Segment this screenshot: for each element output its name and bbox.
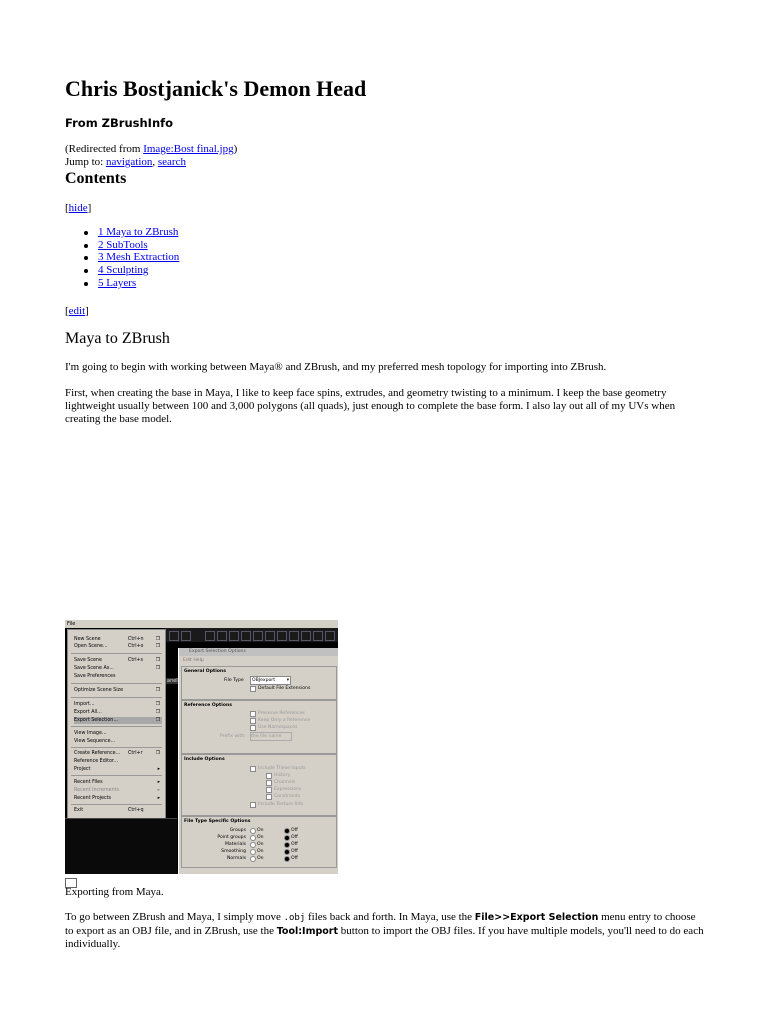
- redirect-notice: [65, 143, 237, 169]
- menu-separator: [71, 683, 162, 684]
- group-title: General Options: [184, 669, 226, 674]
- checkbox[interactable]: [266, 787, 272, 793]
- menu-item: Recent Increments ▸: [74, 788, 160, 793]
- paragraph: I'm going to begin with working between Maya® and ZBrush, and my preferred mesh topology for importing into ZBrush.: [65, 361, 607, 373]
- maya-file-dropdown: [67, 629, 166, 819]
- radio-on[interactable]: [250, 842, 256, 848]
- menu-item[interactable]: New Scene Ctrl+n ❐: [74, 637, 160, 642]
- tool-icon: [229, 631, 239, 641]
- toc-link-mesh-extraction[interactable]: 3 Mesh Extraction: [98, 251, 180, 264]
- tool-icon: [181, 631, 191, 641]
- checkbox-label: Keep Only a Reference: [258, 718, 311, 723]
- radio-off[interactable]: [284, 849, 290, 855]
- prefix-select[interactable]: the file name: [250, 732, 292, 741]
- tool-icon: [265, 631, 275, 641]
- tool-icon: [277, 631, 287, 641]
- redirect-suffix: ): [233, 143, 238, 155]
- menu-item[interactable]: Reference Editor...: [74, 759, 119, 764]
- include-options-group: [181, 754, 337, 816]
- checkbox[interactable]: [250, 718, 256, 724]
- tool-icon: [169, 631, 179, 641]
- option-label: Normals: [226, 856, 246, 861]
- checkbox[interactable]: [266, 794, 272, 800]
- maya-toolbar: [165, 628, 338, 642]
- menu-item[interactable]: Open Scene... Ctrl+o ❐: [74, 644, 160, 649]
- maya-file-menu: File: [67, 621, 76, 627]
- toc-item: [84, 239, 179, 252]
- group-title: Reference Options: [184, 703, 232, 708]
- checkbox[interactable]: [250, 766, 256, 772]
- option-label: Point groups: [217, 835, 246, 840]
- toc-link-sculpting[interactable]: 4 Sculpting: [98, 264, 149, 277]
- radio-off[interactable]: [284, 842, 290, 848]
- toc-link-layers[interactable]: 5 Layers: [98, 276, 137, 289]
- checkbox[interactable]: [266, 780, 272, 786]
- button-reference: Tool:Import: [276, 926, 339, 937]
- page-title: Chris Bostjanick's Demon Head: [65, 76, 367, 101]
- toc-item: [84, 226, 179, 239]
- menu-item[interactable]: Create Reference... Ctrl+r ❐: [74, 751, 160, 756]
- toc-link-maya-to-zbrush[interactable]: 1 Maya to ZBrush: [98, 226, 179, 238]
- menu-separator: [71, 775, 162, 776]
- contents-heading: Contents: [65, 170, 127, 187]
- export-options-dialog: [178, 648, 338, 874]
- tool-icon: [253, 631, 263, 641]
- redirect-prefix: (Redirected from: [65, 143, 144, 155]
- checkbox-label: Channels: [274, 780, 296, 785]
- menu-item[interactable]: Export All... ❐: [74, 710, 160, 715]
- maya-panel-label: anel: [167, 678, 178, 684]
- tool-icon: [325, 631, 335, 641]
- menu-item[interactable]: Save Scene Ctrl+s ❐: [74, 658, 160, 663]
- menu-separator: [71, 697, 162, 698]
- menu-item[interactable]: Import... ❐: [74, 702, 160, 707]
- file-type-select[interactable]: OBJexport ▾: [252, 678, 289, 683]
- file-type-specific-group: File Type Specific Options Groups On Off Point groups On Off Materials On Off Smoothing On Off Normals On Off: [181, 816, 337, 868]
- menu-separator: [71, 653, 162, 654]
- dialog-menu: Edit Help: [183, 658, 204, 663]
- checkbox-label: Use Namespaces: [258, 725, 298, 730]
- menu-item[interactable]: Recent Files ▸: [74, 780, 160, 785]
- menu-item[interactable]: Recent Projects ▸: [74, 796, 160, 801]
- menu-separator: [71, 726, 162, 727]
- checkbox[interactable]: [250, 802, 256, 808]
- menu-item[interactable]: Save Scene As... ❐: [74, 666, 160, 671]
- tool-icon: [301, 631, 311, 641]
- tool-icon: [241, 631, 251, 641]
- section-edit: [edit]: [65, 305, 89, 317]
- toc-item: [84, 264, 179, 277]
- reference-options-group: [181, 700, 337, 754]
- radio-off[interactable]: [284, 835, 290, 841]
- checkbox-label: Expressions: [274, 787, 302, 792]
- toc-link-subtools[interactable]: 2 SubTools: [98, 238, 148, 251]
- tool-icon: [313, 631, 323, 641]
- checkbox[interactable]: [250, 725, 256, 731]
- tool-icon: [289, 631, 299, 641]
- option-label: Groups: [229, 828, 246, 833]
- toc-list: [84, 226, 179, 289]
- radio-off[interactable]: [284, 856, 290, 862]
- section-heading: Maya to ZBrush: [65, 330, 170, 347]
- dialog-title: Export Selection Options: [179, 648, 338, 656]
- inline-code: .obj: [283, 913, 306, 923]
- toc-item: [84, 251, 179, 264]
- group-title: File Type Specific Options: [184, 819, 251, 824]
- menu-separator: [71, 804, 162, 805]
- radio-on[interactable]: [250, 849, 256, 855]
- jump-navigation-link[interactable]: navigation: [105, 156, 153, 168]
- file-type-label: File Type: [224, 678, 244, 683]
- general-options-group: [181, 666, 337, 700]
- menu-item[interactable]: View Image...: [74, 731, 107, 736]
- redirect-link[interactable]: Image:Bost final.jpg: [143, 143, 234, 155]
- maya-viewport-bottom: [65, 818, 177, 874]
- menu-reference: File>>Export Selection: [474, 912, 599, 923]
- radio-off[interactable]: [284, 828, 290, 834]
- checkbox-label: Constraints: [274, 794, 301, 799]
- paragraph: To go between ZBrush and Maya, I simply move .obj files back and forth. In Maya, use the File>>Export Selection menu entry to choose to export as an OBJ file, and in ZBrush, use the Tool:Import button to import the OBJ files. If you have multiple models, you'll need to do each individually.: [65, 911, 704, 950]
- paragraph: First, when creating the base in Maya, I like to keep face spins, extrudes, and geometry twisting to a minimum. I keep the base geometry lightweight usually between 100 and 3,000 polygons (all quads), just enough to complete the base form. I also lay out all of my UVs when creating the base model.: [65, 387, 676, 425]
- checkbox[interactable]: [250, 711, 256, 717]
- checkbox-label: History: [274, 773, 291, 778]
- default-ext-label: Default File Extensions: [258, 686, 311, 691]
- menu-item[interactable]: Save Preferences: [74, 674, 116, 679]
- checkbox-label: Include Texture Info: [258, 802, 304, 807]
- menu-item-export-selection[interactable]: Export Selection... ❐: [74, 718, 160, 723]
- menu-item[interactable]: Exit Ctrl+q: [74, 808, 144, 813]
- radio-on[interactable]: [250, 828, 256, 834]
- group-title: Include Options: [184, 757, 225, 762]
- page-subtitle: From ZBrushInfo: [65, 116, 174, 130]
- toc-hide: [hide]: [65, 202, 92, 214]
- chevron-down-icon: ▾: [286, 678, 289, 683]
- default-ext-checkbox[interactable]: [250, 686, 256, 692]
- menu-item[interactable]: View Sequence...: [74, 739, 116, 744]
- prefix-label: Prefix with:: [220, 734, 246, 739]
- toc-hide-link[interactable]: hide: [68, 202, 88, 214]
- option-label: Smoothing: [221, 849, 246, 854]
- maya-menubar: [65, 620, 338, 628]
- image-caption: Exporting from Maya.: [65, 886, 164, 898]
- checkbox[interactable]: [266, 773, 272, 779]
- tool-icon: [217, 631, 227, 641]
- menu-separator: [71, 747, 162, 748]
- maya-export-screenshot: [65, 620, 338, 874]
- jump-prefix: Jump to:: [65, 156, 106, 168]
- checkbox-label: Preserve References: [258, 711, 305, 716]
- radio-on[interactable]: [250, 856, 256, 862]
- menu-item[interactable]: Optimize Scene Size ❐: [74, 688, 160, 693]
- option-label: Materials: [224, 842, 246, 847]
- jump-search-link[interactable]: search: [157, 156, 186, 168]
- tool-icon: [205, 631, 215, 641]
- toc-item: [84, 277, 179, 290]
- jump-separator: ,: [152, 156, 158, 168]
- menu-item[interactable]: Project ▸: [74, 767, 160, 772]
- checkbox-label: Include These Inputs: [258, 766, 306, 771]
- radio-on[interactable]: [250, 835, 256, 841]
- section-edit-link[interactable]: edit: [68, 305, 86, 317]
